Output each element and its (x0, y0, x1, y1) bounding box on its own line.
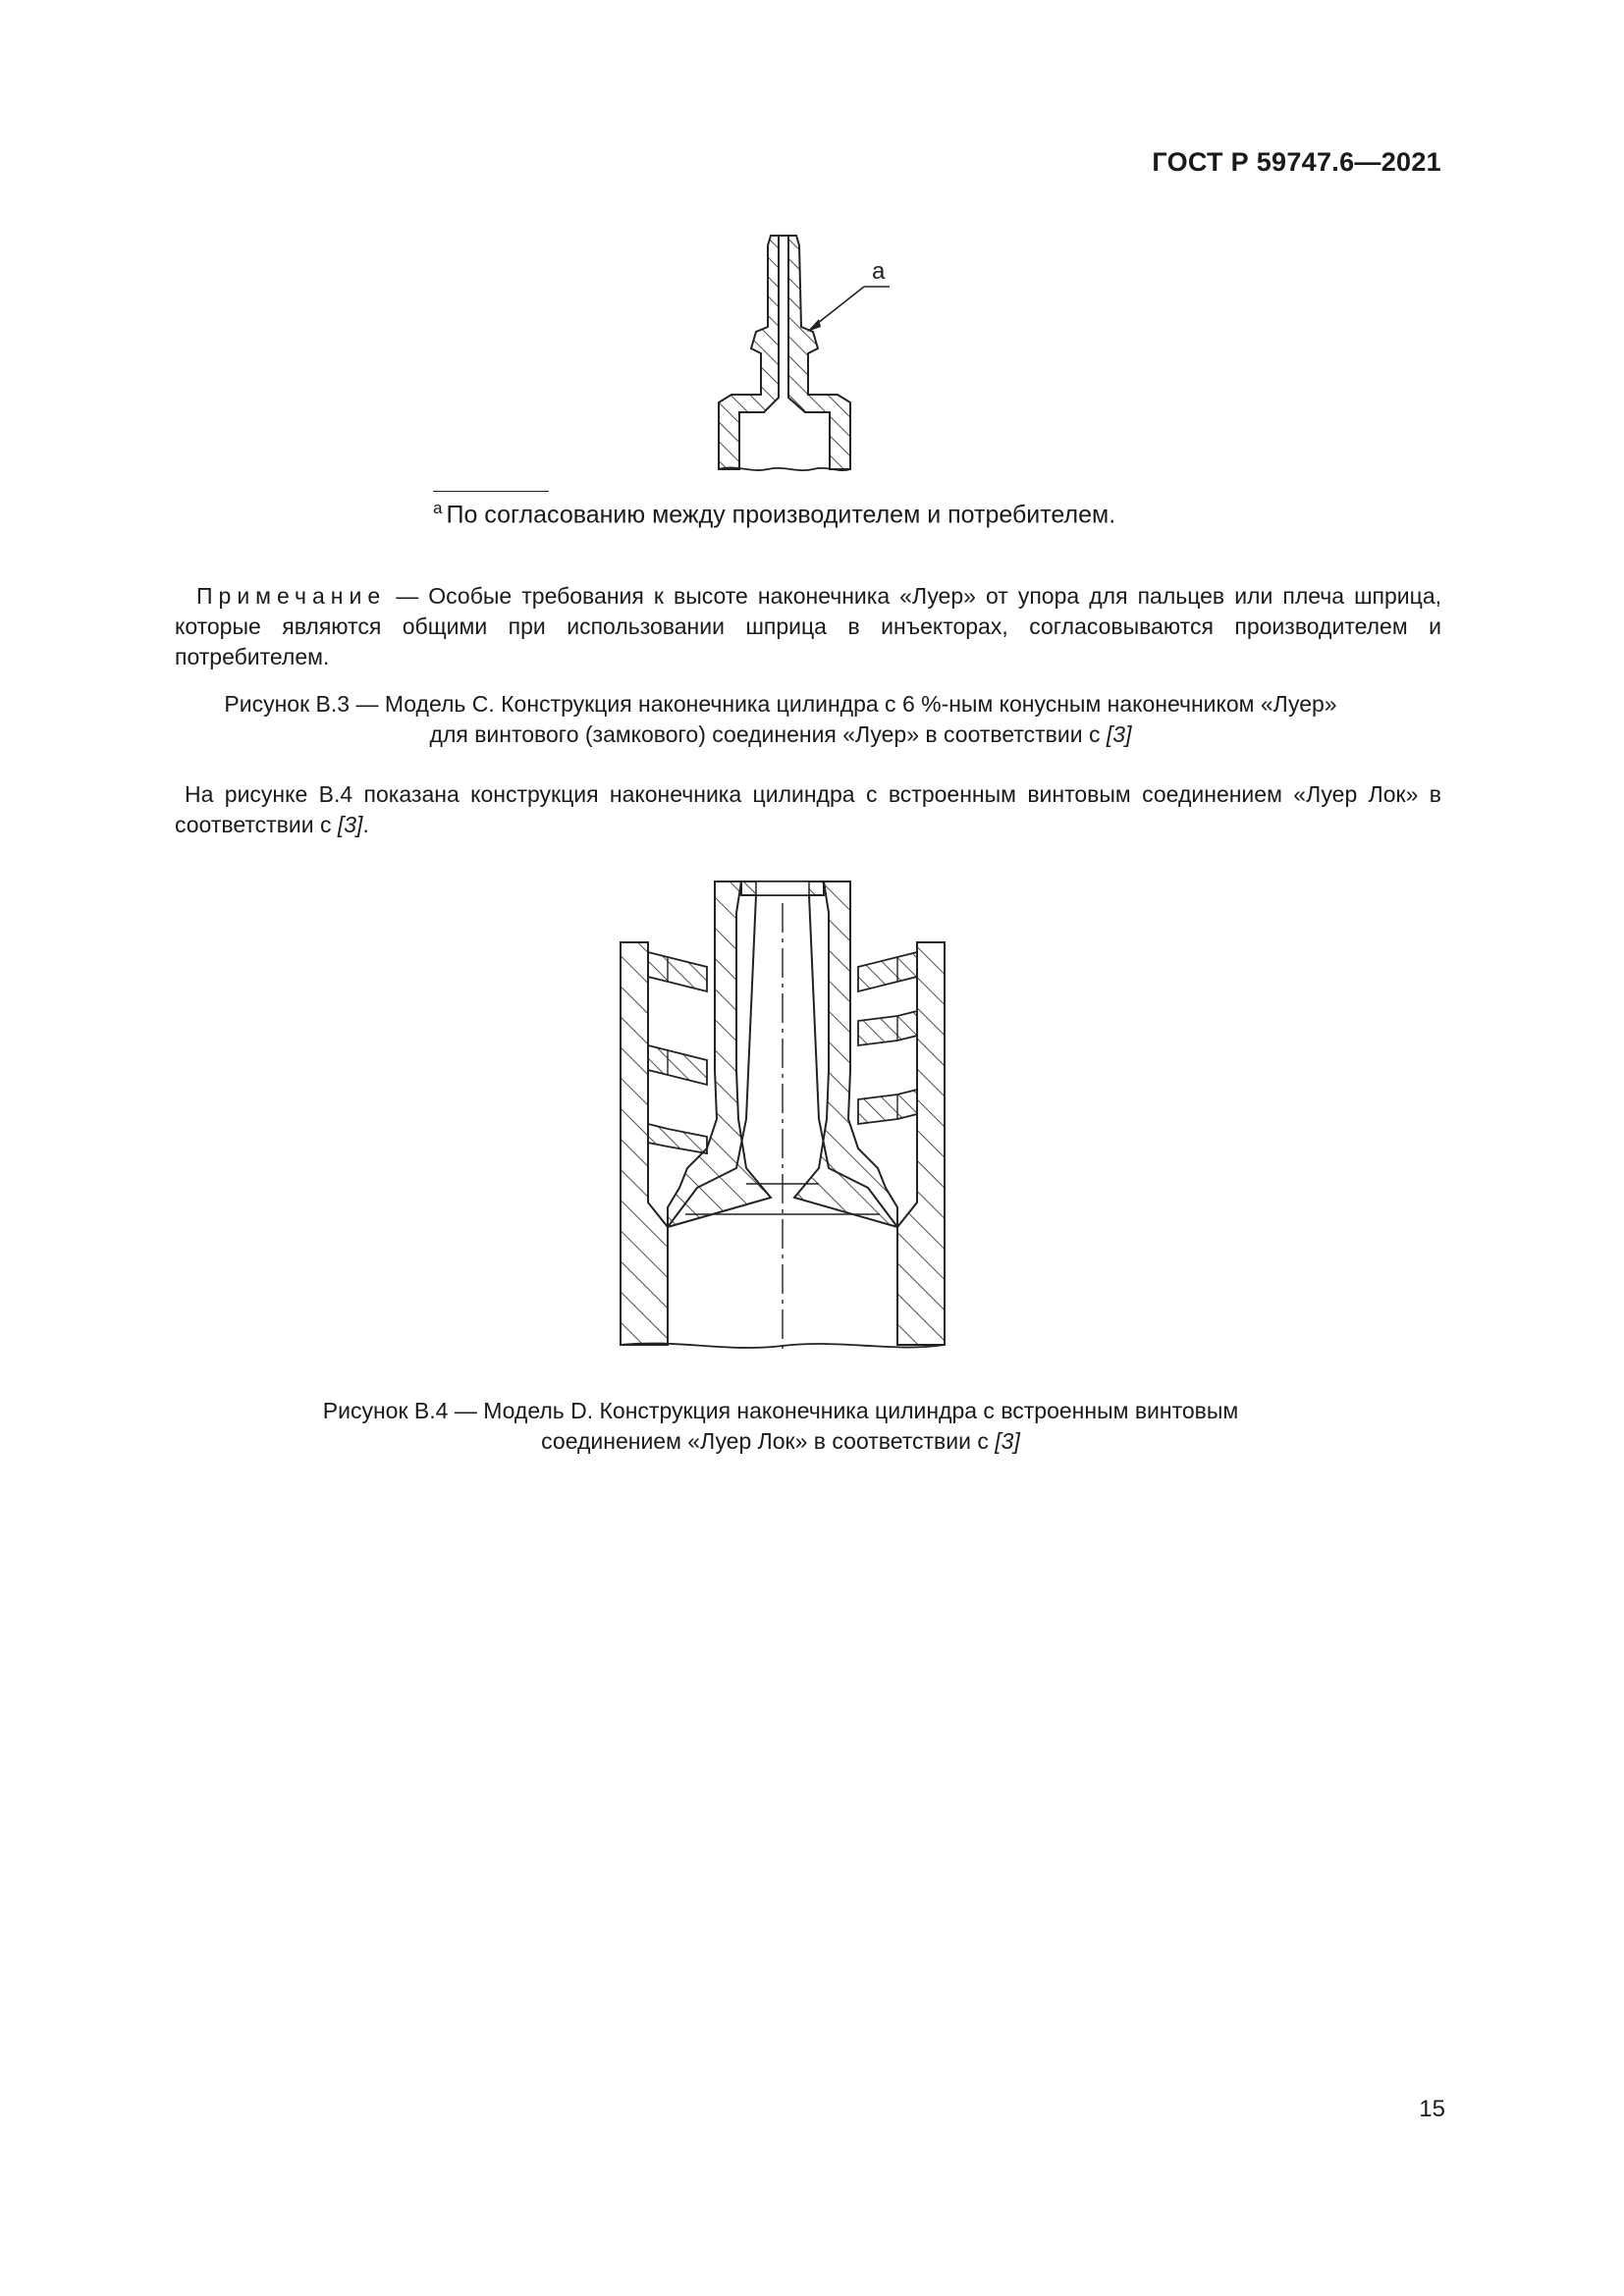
b4-left-threads (648, 952, 707, 1153)
document-header: ГОСТ Р 59747.6—2021 (1152, 147, 1441, 177)
footnote (433, 499, 1115, 529)
b4-right-threads (858, 952, 917, 1124)
page-number: 15 (1419, 2096, 1445, 2122)
note-text: Особые требования к высоте наконечника «Луер» от упора для пальцев или плеча шприца, которые являются общими при использовании шприца в инъекторах, согласовываются производителем и потребителем. (175, 583, 1441, 669)
caption-b4-line1: Рисунок В.4 — Модель D. Конструкция наконечника цилиндра с встроенным винтовым (322, 1398, 1239, 1423)
caption-b3-ref: [3] (1106, 721, 1132, 747)
caption-b3-line1: Рисунок В.3 — Модель С. Конструкция наконечника цилиндра с 6 %-ным конусным наконечником «Луер» (224, 691, 1337, 717)
paragraph-b4: На рисунке В.4 показана конструкция наконечника цилиндра с встроенным винтовым соединением «Луер Лок» в соответствии с [3]. (175, 781, 1441, 837)
paragraph-b4-text: На рисунке В.4 показана конструкция наконечника цилиндра с встроенным винтовым соединением «Луер Лок» в соответствии с (175, 781, 1441, 837)
caption-b4-ref: [3] (995, 1428, 1020, 1454)
note-dash: — (386, 583, 429, 609)
figure-b3-drawing (677, 226, 903, 481)
caption-b3-line2: для винтового (замкового) соединения «Луер» в соответствии с (429, 721, 1107, 747)
caption-b4-line2: соединением «Луер Лок» в соответствии с (541, 1428, 996, 1454)
b3-callout-label: a (872, 258, 886, 285)
b3-leader-line (813, 287, 864, 327)
b3-left-wall (719, 236, 779, 469)
note-paragraph (175, 581, 1441, 672)
b3-leader-arrow (807, 319, 821, 332)
footnote-text: По согласованию между производителем и потребителем. (446, 501, 1116, 529)
caption-b4 (147, 1396, 1414, 1457)
b4-right-sleeve (897, 942, 945, 1345)
footnote-marker: a (433, 499, 443, 517)
footnote-rule (433, 491, 549, 492)
figure-b4-drawing (599, 874, 972, 1355)
note-label: Примечание (196, 583, 387, 609)
caption-b3 (147, 689, 1414, 750)
b3-right-wall (788, 236, 850, 469)
paragraph-b4-ref: [3] (337, 812, 363, 837)
